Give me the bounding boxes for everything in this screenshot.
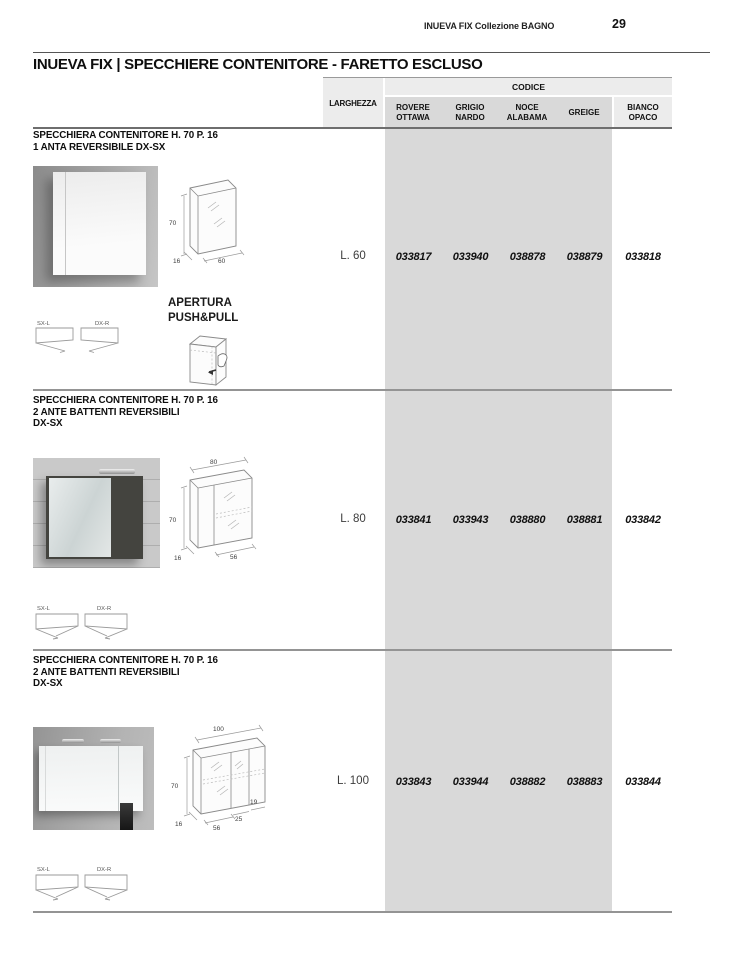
dim-door-label: 56 [230, 554, 238, 561]
swing-left-label: SX-L [37, 321, 50, 327]
product-title [33, 655, 218, 690]
swing-left-label: SX-L [37, 867, 50, 873]
cabinet-edge-line [45, 746, 46, 812]
larghezza-value: L. 60 [340, 250, 366, 262]
column-header-noce-alabama: NOCE ALABAMA [506, 103, 548, 122]
code-grigio-nardo: 033943 [452, 514, 489, 526]
apertura-note [168, 296, 238, 325]
product-title-line2: 1 ANTA REVERSIBILE DX-SX [33, 141, 166, 153]
column-header-codice: CODICE [385, 78, 672, 95]
spotlight [100, 739, 122, 743]
product-title-line3: DX-SX [33, 678, 63, 689]
document-header-text: INUEVA FIX Collezione BAGNO [424, 21, 555, 31]
apertura-line1: APERTURA [168, 297, 232, 309]
code-bianco-opaco: 033842 [625, 514, 661, 526]
product-photo [33, 458, 160, 568]
dim-depth-label: 16 [173, 258, 181, 264]
dim-width-top-label: 100 [213, 726, 224, 733]
code-noce-alabama: 038880 [509, 514, 546, 526]
door-swing-diagram [33, 317, 133, 357]
technical-drawing [158, 172, 253, 264]
cabinet-outline [190, 470, 252, 548]
cabinet-hinge-line [65, 172, 66, 275]
larghezza-value: L. 80 [340, 513, 366, 525]
spotlight [99, 469, 135, 474]
code-rovere-ottawa: 033817 [395, 251, 432, 263]
product-photo [33, 166, 158, 287]
code-greige: 038881 [566, 514, 603, 526]
top-divider [33, 52, 710, 53]
swing-right-label: DX-R [97, 606, 112, 612]
cabinet-image [39, 746, 143, 812]
row-divider [33, 389, 672, 391]
larghezza-value: L. 100 [337, 775, 369, 787]
dim-depth-label: 16 [175, 821, 183, 828]
dim-door-label: 56 [213, 825, 221, 832]
product-title [33, 395, 218, 430]
page-number: 29 [612, 17, 626, 31]
code-rovere-ottawa: 033843 [395, 776, 432, 788]
cabinet-outline [190, 180, 236, 254]
code-noce-alabama: 038882 [509, 776, 546, 788]
product-title-line2: 2 ANTE BATTENTI REVERSIBILI [33, 406, 180, 418]
mirror-door [49, 478, 112, 557]
swing-left-label: SX-L [37, 606, 50, 612]
technical-drawing [161, 720, 276, 835]
technical-drawing [158, 452, 268, 572]
dim-mid-label: 25 [235, 816, 243, 823]
product-title-line2: 2 ANTE BATTENTI REVERSIBILI [33, 666, 180, 678]
dim-width-top-label: 80 [210, 459, 218, 466]
cabinet-image [53, 172, 146, 275]
column-header-rovere-ottawa: ROVERE OTTAWA [396, 103, 430, 122]
door-swing-diagram [33, 602, 133, 647]
code-bianco-opaco: 033818 [625, 251, 661, 263]
codes-column-band [385, 97, 612, 912]
swing-right-label: DX-R [97, 867, 112, 873]
product-title-line1: SPECCHIERA CONTENITORE H. 70 P. 16 [33, 655, 218, 666]
cabinet-image [46, 476, 144, 560]
code-rovere-ottawa: 033841 [395, 514, 432, 526]
table-header-bottom-border [33, 127, 672, 129]
dim-depth-label: 16 [174, 555, 182, 562]
dim-width-label: 60 [218, 258, 226, 264]
page-title: INUEVA FIX | SPECCHIERE CONTENITORE - FARETTO ESCLUSO [33, 56, 483, 73]
decor-object [120, 803, 133, 830]
mirror-split-line [118, 746, 119, 812]
dim-height-label: 70 [169, 220, 177, 227]
column-header-grigio-nardo: GRIGIO NARDO [455, 103, 485, 122]
dim-height-label: 70 [169, 517, 177, 524]
product-title-line1: SPECCHIERA CONTENITORE H. 70 P. 16 [33, 130, 218, 141]
apertura-line2: PUSH&PULL [168, 311, 239, 324]
product-title-line1: SPECCHIERA CONTENITORE H. 70 P. 16 [33, 395, 218, 406]
code-noce-alabama: 038878 [509, 251, 546, 263]
code-bianco-opaco: 033844 [625, 776, 661, 788]
code-grigio-nardo: 033944 [452, 776, 489, 788]
column-header-greige: GREIGE [568, 107, 600, 117]
dim-height-label: 70 [171, 783, 179, 790]
table-bottom-border [33, 911, 672, 913]
column-header-larghezza: LARGHEZZA [323, 78, 383, 128]
push-pull-icon [182, 330, 232, 388]
code-grigio-nardo: 033940 [452, 251, 489, 263]
column-header-bianco-opaco: BIANCO OPACO [614, 97, 672, 128]
product-title-line3: DX-SX [33, 418, 63, 429]
code-greige: 038883 [566, 776, 603, 788]
door-swing-diagram [33, 863, 133, 908]
code-greige: 038879 [566, 251, 603, 263]
swing-right-label: DX-R [95, 321, 110, 327]
product-title [33, 130, 218, 153]
spotlight [62, 739, 84, 743]
row-divider [33, 649, 672, 651]
dim-side-label: 19 [250, 799, 258, 806]
product-photo [33, 727, 154, 830]
